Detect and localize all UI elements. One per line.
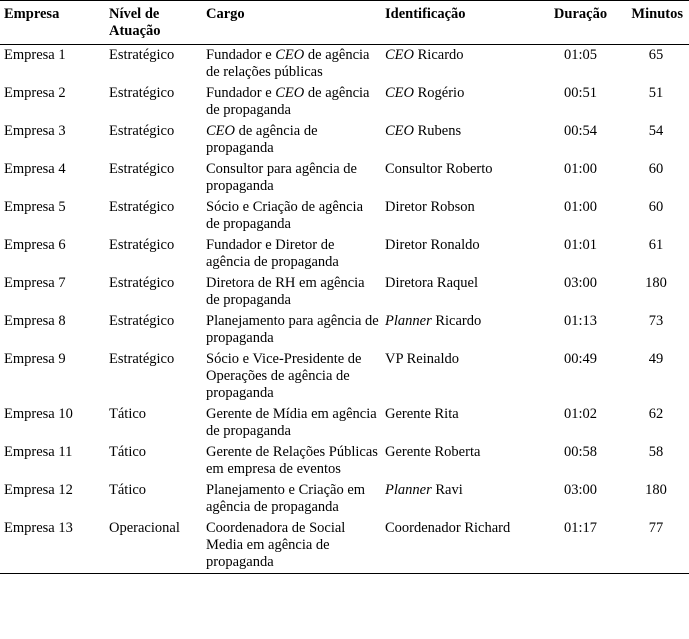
empresa-text: Empresa 3 (4, 123, 66, 139)
minutos-text: 65 (648, 47, 664, 63)
cargo-pre-text: Planejamento para agência de propaganda (206, 313, 379, 346)
nivel-text: Tático (109, 406, 147, 422)
cell-minutos (621, 121, 689, 159)
cell-identificacao (381, 349, 538, 404)
header-cargo: Cargo (202, 1, 381, 45)
cell-duracao (538, 45, 621, 84)
cell-empresa (0, 83, 105, 121)
cargo-post-text: de agência de relações públicas (206, 47, 370, 80)
cell-duracao (538, 121, 621, 159)
nivel-text: Estratégico (109, 85, 175, 101)
duracao-text: 01:00 (563, 161, 598, 177)
cell-empresa (0, 159, 105, 197)
empresa-text: Empresa 6 (4, 237, 66, 253)
table-row (0, 518, 689, 574)
cell-empresa (0, 518, 105, 574)
minutos-text: 180 (645, 482, 667, 498)
cell-identificacao (381, 159, 538, 197)
nivel-text: Estratégico (109, 275, 175, 291)
table-body (0, 45, 689, 574)
cell-minutos (621, 159, 689, 197)
cell-duracao (538, 518, 621, 574)
cell-minutos (621, 45, 689, 84)
empresa-text: Empresa 10 (4, 406, 73, 422)
table-row (0, 159, 689, 197)
cell-nivel (105, 442, 202, 480)
cargo-pre-text: Gerente de Relações Públicas em empresa de eventos (206, 444, 378, 477)
table-row (0, 404, 689, 442)
minutos-text: 180 (645, 275, 667, 291)
cell-cargo (202, 311, 381, 349)
identificacao-text: Ricardo (414, 47, 464, 63)
empresa-text: Empresa 12 (4, 482, 73, 498)
duracao-text: 01:02 (563, 406, 598, 422)
minutos-text: 73 (648, 313, 664, 329)
cell-empresa (0, 197, 105, 235)
identificacao-text: Diretora Raquel (385, 275, 479, 291)
cell-nivel (105, 518, 202, 574)
cell-duracao (538, 349, 621, 404)
duracao-text: 00:54 (563, 123, 598, 139)
table-header-row (0, 1, 689, 45)
cell-empresa (0, 311, 105, 349)
cell-identificacao (381, 273, 538, 311)
empresa-text: Empresa 1 (4, 47, 66, 63)
identificacao-italic-text: CEO (385, 123, 414, 139)
cell-minutos (621, 83, 689, 121)
cargo-post-text: de agência de propaganda (206, 85, 370, 118)
identificacao-text: Coordenador Richard (385, 520, 511, 536)
cargo-italic-text: CEO (275, 47, 305, 63)
nivel-text: Estratégico (109, 47, 175, 63)
nivel-text: Operacional (109, 520, 180, 536)
cell-cargo (202, 197, 381, 235)
cargo-pre-text: Sócio e Vice-Presidente de Operações de agência de propaganda (206, 351, 362, 401)
identificacao-text: Rogério (414, 85, 465, 101)
empresa-text: Empresa 7 (4, 275, 66, 291)
empresa-text: Empresa 8 (4, 313, 66, 329)
cell-empresa (0, 442, 105, 480)
identificacao-text: Ricardo (431, 313, 482, 329)
header-nivel: Nível de Atuação (105, 1, 202, 45)
empresa-text: Empresa 2 (4, 85, 66, 101)
identificacao-text: Rubens (414, 123, 462, 139)
cell-cargo (202, 480, 381, 518)
cell-cargo (202, 349, 381, 404)
cell-duracao (538, 480, 621, 518)
minutos-text: 77 (648, 520, 664, 536)
cell-duracao (538, 442, 621, 480)
duracao-text: 01:05 (563, 47, 598, 63)
duracao-text: 01:17 (563, 520, 598, 536)
identificacao-italic-text: CEO (385, 47, 414, 63)
cell-cargo (202, 518, 381, 574)
cell-cargo (202, 83, 381, 121)
cell-identificacao (381, 83, 538, 121)
cell-minutos (621, 311, 689, 349)
cargo-pre-text: Coordenadora de Social Media em agência de propaganda (206, 520, 346, 570)
cargo-pre-text: Consultor para agência de propaganda (206, 161, 357, 194)
table-row (0, 480, 689, 518)
nivel-text: Estratégico (109, 123, 175, 139)
cell-identificacao (381, 404, 538, 442)
cell-cargo (202, 121, 381, 159)
cell-nivel (105, 404, 202, 442)
duracao-text: 00:49 (563, 351, 598, 367)
cell-cargo (202, 273, 381, 311)
cell-nivel (105, 83, 202, 121)
duracao-text: 01:13 (563, 313, 598, 329)
header-empresa: Empresa (0, 1, 105, 45)
cell-identificacao (381, 442, 538, 480)
cell-nivel (105, 273, 202, 311)
cell-empresa (0, 45, 105, 84)
identificacao-italic-text: Planner (385, 482, 432, 498)
cell-nivel (105, 480, 202, 518)
cargo-pre-text: Diretora de RH em agência de propaganda (206, 275, 365, 308)
minutos-text: 49 (648, 351, 664, 367)
cell-nivel (105, 159, 202, 197)
cell-identificacao (381, 311, 538, 349)
cargo-pre-text: Fundador e Diretor de agência de propaganda (206, 237, 339, 270)
empresa-text: Empresa 13 (4, 520, 73, 536)
table-row (0, 45, 689, 84)
minutos-text: 54 (648, 123, 664, 139)
table-row (0, 273, 689, 311)
identificacao-text: Consultor Roberto (385, 161, 493, 177)
table-row (0, 442, 689, 480)
nivel-text: Estratégico (109, 351, 175, 367)
cell-duracao (538, 197, 621, 235)
header-minutos: Minutos (621, 1, 689, 45)
minutos-text: 58 (648, 444, 664, 460)
cell-cargo (202, 442, 381, 480)
table-row (0, 197, 689, 235)
empresa-text: Empresa 4 (4, 161, 66, 177)
identificacao-italic-text: Planner (385, 313, 432, 329)
cargo-pre-text: Fundador e (206, 85, 276, 101)
cell-duracao (538, 159, 621, 197)
identificacao-text: Gerente Roberta (385, 444, 481, 460)
empresa-text: Empresa 5 (4, 199, 66, 215)
cargo-pre-text: Fundador e (206, 47, 276, 63)
duracao-text: 03:00 (563, 275, 598, 291)
cell-identificacao (381, 518, 538, 574)
cell-empresa (0, 235, 105, 273)
cell-cargo (202, 45, 381, 84)
cell-nivel (105, 121, 202, 159)
cargo-post-text: de agência de propaganda (206, 123, 318, 156)
cell-empresa (0, 480, 105, 518)
cell-nivel (105, 349, 202, 404)
minutos-text: 51 (648, 85, 664, 101)
cell-empresa (0, 349, 105, 404)
cell-identificacao (381, 121, 538, 159)
cell-minutos (621, 235, 689, 273)
table-row (0, 83, 689, 121)
nivel-text: Estratégico (109, 161, 175, 177)
cell-identificacao (381, 480, 538, 518)
identificacao-text: Diretor Ronaldo (385, 237, 480, 253)
duracao-text: 00:51 (563, 85, 598, 101)
cell-duracao (538, 273, 621, 311)
cell-identificacao (381, 197, 538, 235)
cargo-italic-text: CEO (275, 85, 305, 101)
nivel-text: Tático (109, 444, 147, 460)
identificacao-text: Diretor Robson (385, 199, 475, 215)
minutos-text: 60 (648, 161, 664, 177)
minutos-text: 62 (648, 406, 664, 422)
cell-nivel (105, 235, 202, 273)
cargo-pre-text: Sócio e Criação de agência de propaganda (206, 199, 364, 232)
cell-duracao (538, 83, 621, 121)
minutos-text: 61 (648, 237, 664, 253)
cell-duracao (538, 311, 621, 349)
duracao-text: 01:00 (563, 199, 598, 215)
table-row (0, 311, 689, 349)
empresa-text: Empresa 9 (4, 351, 66, 367)
cell-duracao (538, 235, 621, 273)
identificacao-italic-text: CEO (385, 85, 414, 101)
table-row (0, 235, 689, 273)
cell-minutos (621, 518, 689, 574)
empresa-text: Empresa 11 (4, 444, 73, 460)
cell-minutos (621, 404, 689, 442)
cell-identificacao (381, 45, 538, 84)
header-duracao: Duração (538, 1, 621, 45)
identificacao-text: VP Reinaldo (385, 351, 459, 367)
nivel-text: Estratégico (109, 237, 175, 253)
cell-identificacao (381, 235, 538, 273)
cargo-pre-text: Gerente de Mídia em agência de propaganda (206, 406, 377, 439)
identificacao-text: Ravi (431, 482, 463, 498)
duracao-text: 01:01 (563, 237, 598, 253)
cargo-italic-text: CEO (206, 123, 235, 139)
nivel-text: Tático (109, 482, 147, 498)
nivel-text: Estratégico (109, 199, 175, 215)
cell-minutos (621, 349, 689, 404)
cell-cargo (202, 159, 381, 197)
cell-cargo (202, 235, 381, 273)
cell-minutos (621, 197, 689, 235)
cell-nivel (105, 197, 202, 235)
cell-cargo (202, 404, 381, 442)
cell-minutos (621, 480, 689, 518)
header-identificacao: Identificação (381, 1, 538, 45)
cell-nivel (105, 45, 202, 84)
duracao-text: 03:00 (563, 482, 598, 498)
table-row (0, 121, 689, 159)
cell-empresa (0, 404, 105, 442)
cell-minutos (621, 442, 689, 480)
table-row (0, 349, 689, 404)
cell-duracao (538, 404, 621, 442)
cell-empresa (0, 273, 105, 311)
cell-nivel (105, 311, 202, 349)
nivel-text: Estratégico (109, 313, 175, 329)
duracao-text: 00:58 (563, 444, 598, 460)
minutos-text: 60 (648, 199, 664, 215)
cargo-pre-text: Planejamento e Criação em agência de propaganda (206, 482, 366, 515)
cell-minutos (621, 273, 689, 311)
identificacao-text: Gerente Rita (385, 406, 459, 422)
cell-empresa (0, 121, 105, 159)
